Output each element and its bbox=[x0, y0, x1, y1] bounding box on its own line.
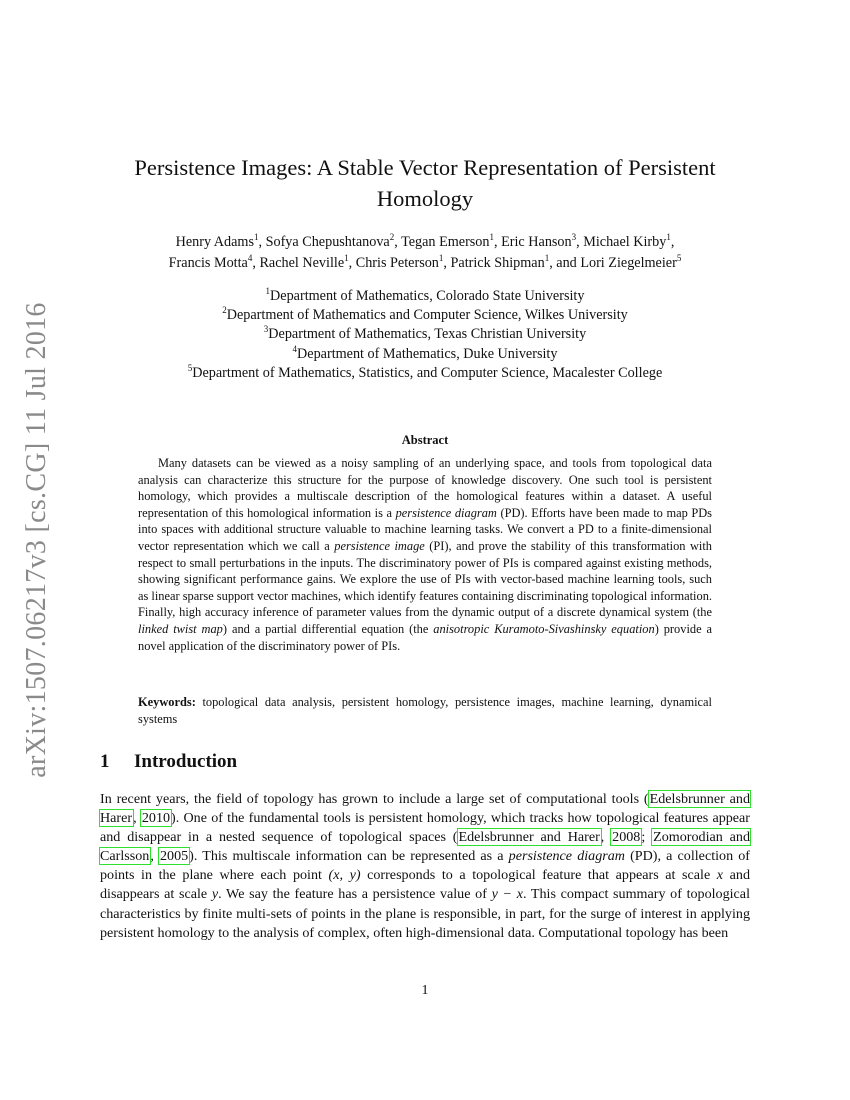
author: Michael Kirby$^1$, bbox=[583, 232, 675, 250]
author: Sofya Chepushtanova$^2$, bbox=[265, 232, 402, 250]
abstract-heading: Abstract bbox=[401, 433, 449, 447]
keywords-text: topological data analysis, persistent homology, persistence images, machine learning, dynamical systems bbox=[138, 695, 712, 726]
arxiv-identifier-stamp[interactable]: arXiv:1507.06217v3 [cs.CG] 11 Jul 2016 bbox=[21, 302, 52, 778]
author: Eric Hanson$^3$, bbox=[501, 232, 584, 250]
keywords bbox=[138, 694, 712, 727]
citation-year-link[interactable]: 2005 bbox=[159, 848, 189, 865]
section-title: Introduction bbox=[134, 751, 238, 772]
affiliation: $^4$Department of Mathematics, Duke University bbox=[292, 343, 558, 362]
affiliation-list bbox=[90, 287, 760, 383]
title-line-2: Homology bbox=[376, 186, 474, 211]
citation-year-link[interactable]: 2008 bbox=[612, 829, 641, 846]
section-heading-introduction bbox=[100, 751, 237, 773]
author: Rachel Neville$^1$, bbox=[259, 253, 356, 271]
citation-link[interactable]: Zomorodian and Carlsson bbox=[100, 829, 750, 865]
affiliation: $^5$Department of Mathematics, Statistics, and Computer Science, Macalester College bbox=[187, 362, 663, 381]
citation-year-link[interactable]: 2010 bbox=[141, 810, 171, 827]
title-line-1: Persistence Images: A Stable Vector Representation of Persistent bbox=[134, 155, 716, 180]
author: Tegan Emerson$^1$, bbox=[401, 232, 502, 250]
affiliation: $^3$Department of Mathematics, Texas Christian University bbox=[263, 324, 587, 343]
section-number: 1 bbox=[100, 751, 110, 772]
keywords-label: Keywords: bbox=[138, 695, 196, 709]
introduction-paragraph: In recent years, the field of topology has grown to include a large set of computational tools (Edelsbrunner and Harer, 2010). One of the fundamental tools is persistent homology, which tracks how topological features appear and disappear in a nested sequence of topological spaces (Edelsbrunner and Harer, 2008; Zomorodian and Carlsson, 2005). This multiscale information can be represented as a persistence diagram (PD), a collection of points in the plane where each point (x, y) corresponds to a topological feature that appears at scale x and disappears at scale y. We say the feature has a persistence value of y − x. This compact summary of topological characteristics by finite multi-sets of points in the plane is responsible, in part, for the surge of interest in applying persistent homology to the analysis of complex, often high-dimensional data. Computational topology has been bbox=[100, 791, 751, 941]
author: Francis Motta$^4$, bbox=[168, 253, 260, 271]
paper-title bbox=[100, 152, 750, 214]
author: Chris Peterson$^1$, bbox=[355, 253, 451, 271]
author-list bbox=[90, 232, 760, 274]
page-number: 1 bbox=[421, 983, 429, 998]
affiliation: $^1$Department of Mathematics, Colorado State University bbox=[265, 286, 585, 304]
affiliation: $^2$Department of Mathematics and Computer Science, Wilkes University bbox=[222, 305, 628, 324]
author: Patrick Shipman$^1$, bbox=[450, 253, 557, 271]
author: and Lori Ziegelmeier$^5$ bbox=[556, 253, 682, 271]
author: Henry Adams$^1$, bbox=[175, 232, 266, 250]
citation-link[interactable]: Edelsbrunner and Harer bbox=[458, 829, 600, 846]
abstract-body: Many datasets can be viewed as a noisy sampling of an underlying space, and tools from topological data analysis can characterize this structure for the purpose of knowledge discovery. One such tool is persistent homology, which provides a multiscale description of the homological features within a dataset. A useful representation of this homological information is a persistence diagram (PD). Efforts have been made to map PDs into spaces with additional structure valuable to machine learning tasks. We convert a PD to a finite-dimensional vector representation which we call a persistence image (PI), and prove the stability of this transformation with respect to small perturbations in the inputs. The discriminatory power of PIs is compared against existing methods, showing significant performance gains. We explore the use of PIs with vector-based machine learning tools, such as linear sparse support vector machines, which identify features containing discriminating topological information. Finally, high accuracy inference of parameter values from the dynamic output of a discrete dynamical system (the linked twist map) and a partial differential equation (the anisotropic Kuramoto-Sivashinsky equation) provide a novel application of the discriminatory power of PIs. bbox=[138, 456, 713, 653]
citation-link[interactable]: Edelsbrunner and Harer bbox=[100, 791, 751, 827]
